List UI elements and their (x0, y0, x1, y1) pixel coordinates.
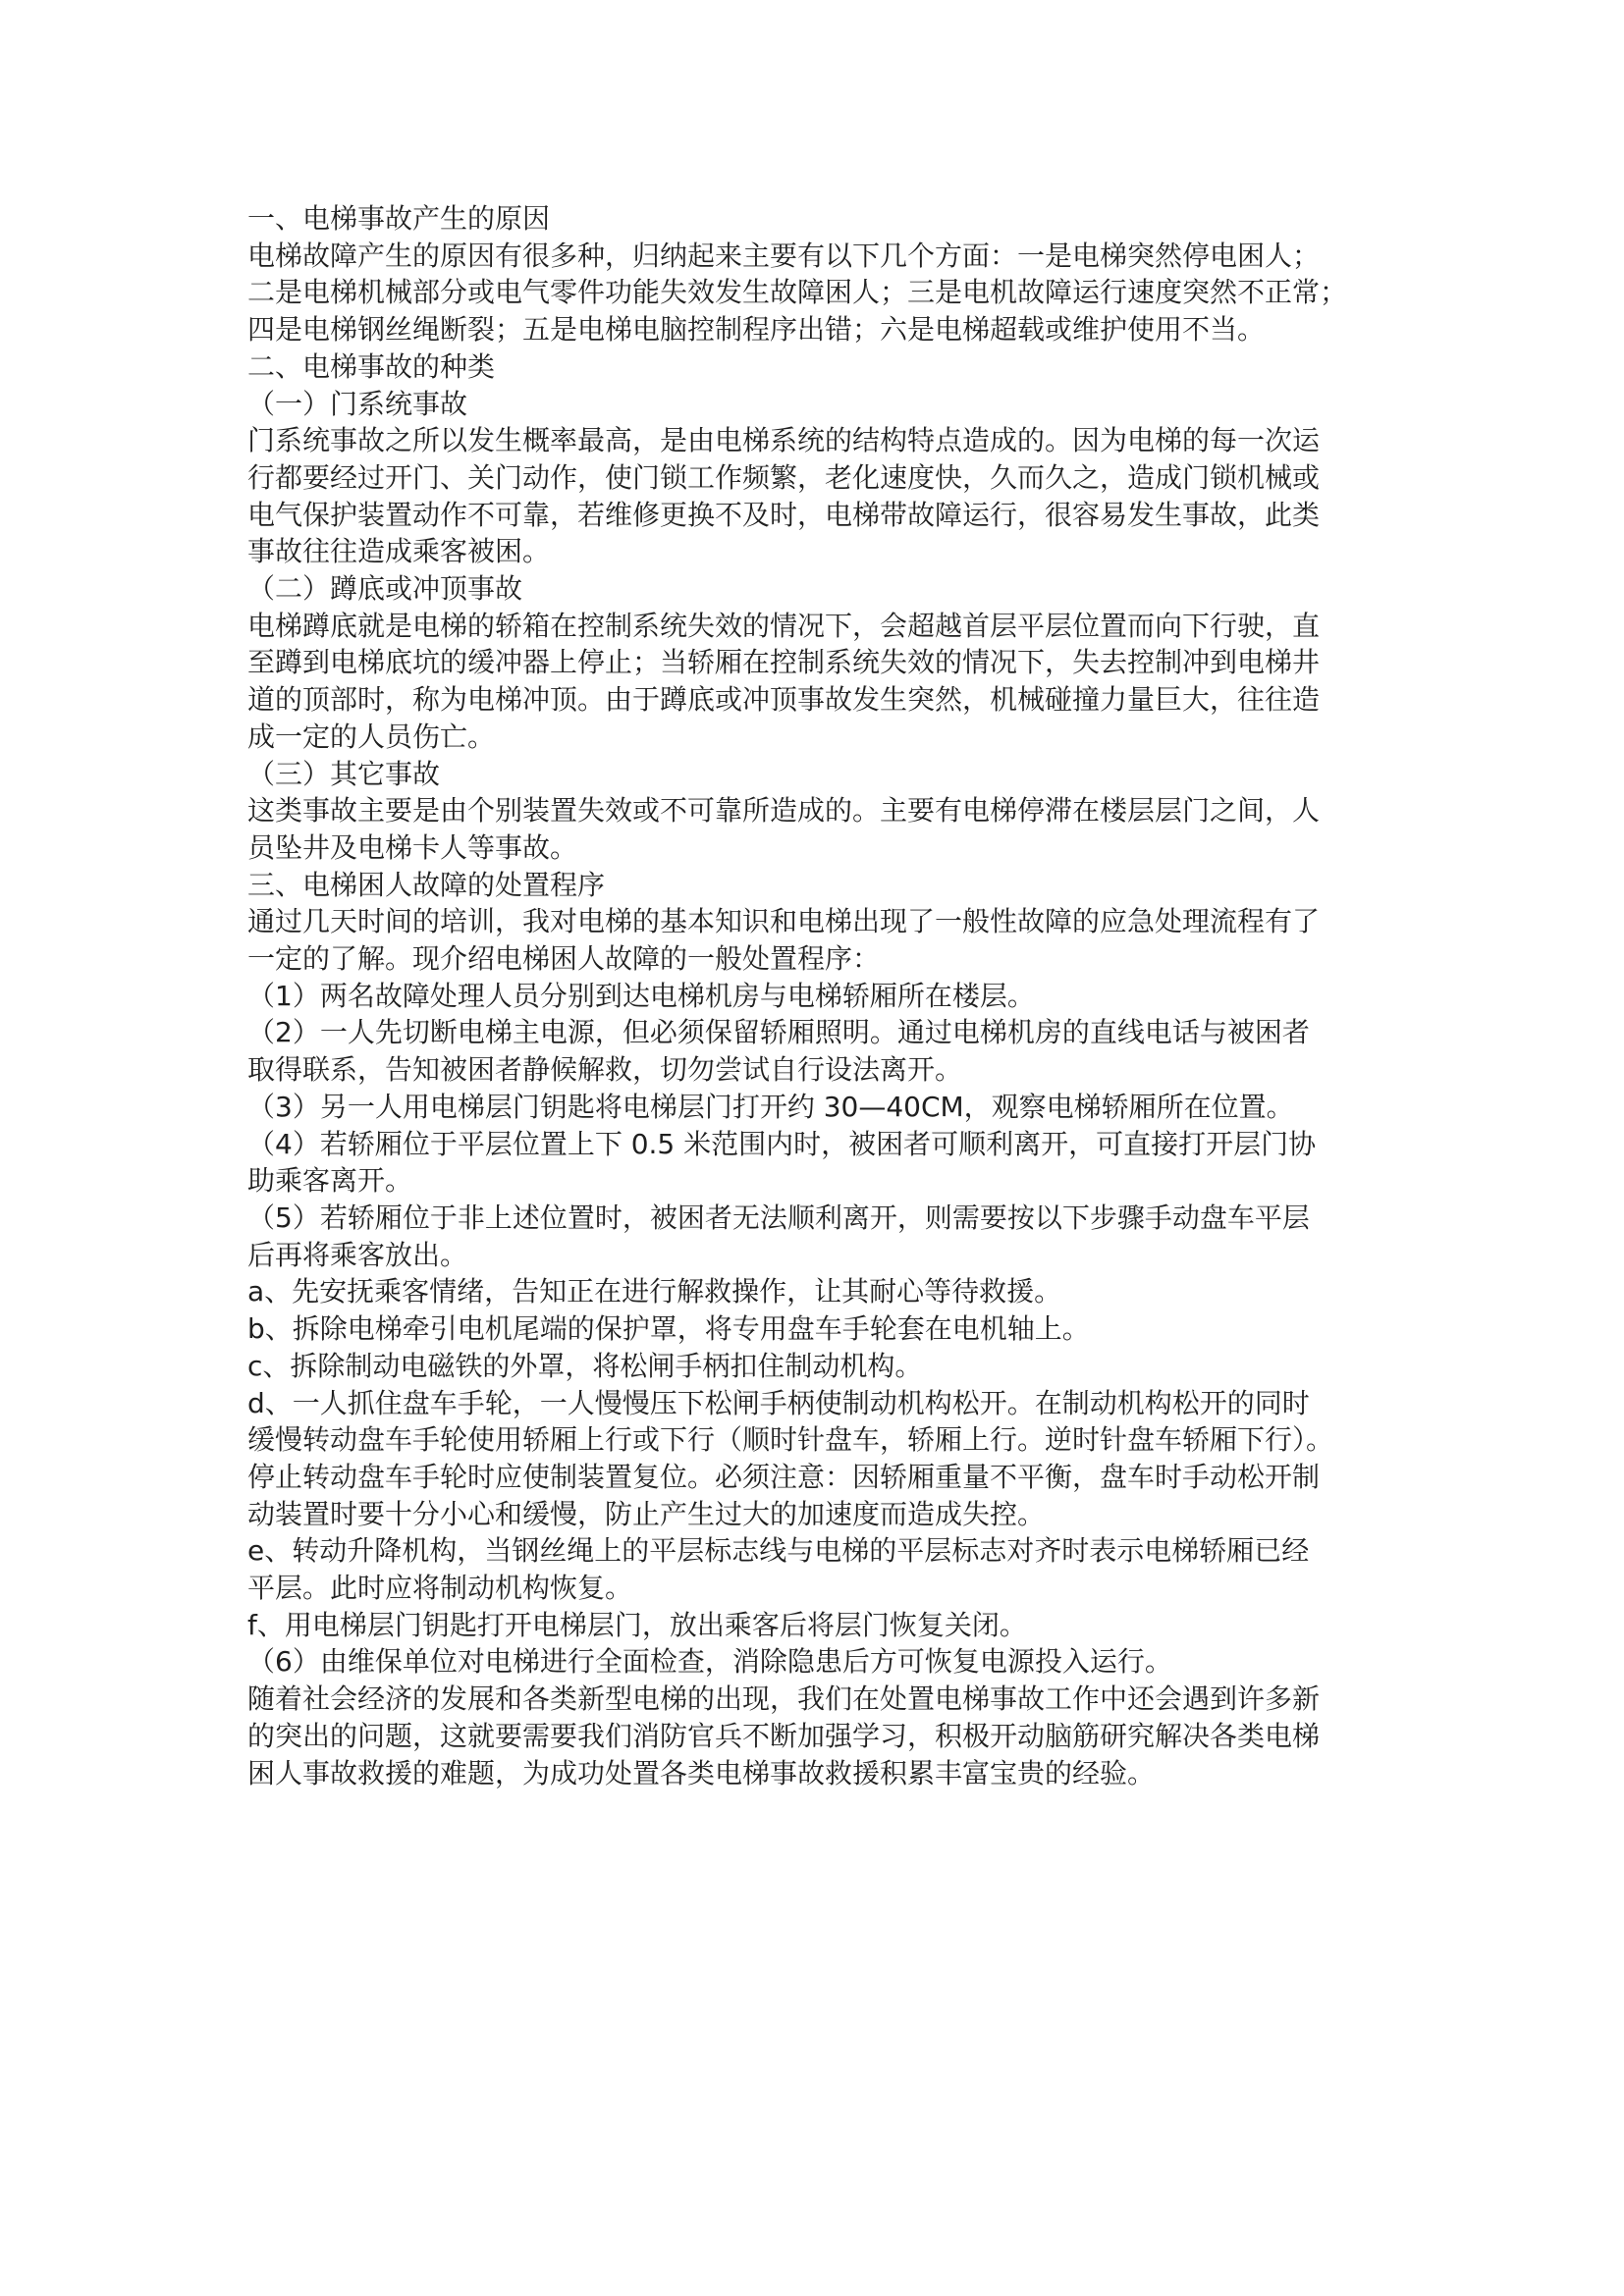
document-page (247, 200, 1386, 1791)
text-line: 四是电梯钢丝绳断裂；五是电梯电脑控制程序出错；六是电梯超载或维护使用不当。 (247, 313, 1266, 347)
text-line: 一定的了解。现介绍电梯困人故障的一般处置程序： (247, 942, 881, 976)
text-line: （2）一人先切断电梯主电源，但必须保留轿厢照明。通过电梯机房的直线电话与被困者 (247, 1016, 1310, 1049)
text-line: 至蹲到电梯底坑的缓冲器上停止；当轿厢在控制系统失效的情况下，失去控制冲到电梯井 (247, 646, 1321, 679)
text-line: 电梯故障产生的原因有很多种，归纳起来主要有以下几个方面：一是电梯突然停电困人； (247, 239, 1321, 272)
text-line: e、转动升降机构，当钢丝绳上的平层标志线与电梯的平层标志对齐时表示电梯轿厢已经 (247, 1534, 1310, 1568)
text-line: 行都要经过开门、关门动作，使门锁工作频繁，老化速度快，久而久之，造成门锁机械或 (247, 460, 1321, 494)
text-line: 平层。此时应将制动机构恢复。 (247, 1572, 633, 1605)
text-line: c、拆除制动电磁铁的外罩，将松闸手柄扣住制动机构。 (247, 1349, 923, 1382)
text-line: 缓慢转动盘车手轮使用轿厢上行或下行（顺时针盘车，轿厢上行。逆时针盘车轿厢下行）。 (247, 1423, 1334, 1457)
text-line: 道的顶部时，称为电梯冲顶。由于蹲底或冲顶事故发生突然，机械碰撞力量巨大，往往造 (247, 683, 1321, 717)
text-line: f、用电梯层门钥匙打开电梯层门，放出乘客后将层门恢复关闭。 (247, 1608, 1027, 1641)
text-line: 员坠井及电梯卡人等事故。 (247, 830, 578, 864)
text-line: 的突出的问题，这就要需要我们消防官兵不断加强学习，积极开动脑筋研究解决各类电梯 (247, 1719, 1321, 1752)
text-line: 停止转动盘车手轮时应使制装置复位。必须注意：因轿厢重量不平衡，盘车时手动松开制 (247, 1460, 1321, 1493)
text-line: 二、电梯事故的种类 (247, 349, 496, 383)
text-line: 这类事故主要是由个别装置失效或不可靠所造成的。主要有电梯停滞在楼层层门之间，人 (247, 794, 1321, 828)
text-line: b、拆除电梯牵引电机尾端的保护罩，将专用盘车手轮套在电机轴上。 (247, 1312, 1090, 1346)
text-line: 通过几天时间的培训，我对电梯的基本知识和电梯出现了一般性故障的应急处理流程有了 (247, 905, 1321, 938)
text-line: （5）若轿厢位于非上述位置时，被困者无法顺利离开，则需要按以下步骤手动盘车平层 (247, 1201, 1310, 1234)
text-line: 成一定的人员伤亡。 (247, 720, 496, 753)
text-line: 一、电梯事故产生的原因 (247, 202, 551, 235)
text-line: 事故往往造成乘客被困。 (247, 535, 551, 568)
text-line: （二）蹲底或冲顶事故 (247, 572, 523, 606)
text-line: 电气保护装置动作不可靠，若维修更换不及时，电梯带故障运行，很容易发生事故，此类 (247, 498, 1321, 531)
text-line: （一）门系统事故 (247, 387, 468, 420)
text-line: （6）由维保单位对电梯进行全面检查，消除隐患后方可恢复电源投入运行。 (247, 1645, 1172, 1679)
text-line: a、先安抚乘客情绪，告知正在进行解救操作，让其耐心等待救援。 (247, 1275, 1062, 1308)
text-line: （1）两名故障处理人员分别到达电梯机房与电梯轿厢所在楼层。 (247, 979, 1035, 1012)
text-line: （4）若轿厢位于平层位置上下 0.5 米范围内时，被困者可顺利离开，可直接打开层门协 (247, 1127, 1317, 1160)
text-line: 二是电梯机械部分或电气零件功能失效发生故障困人；三是电机故障运行速度突然不正常； (247, 276, 1348, 309)
text-line: 三、电梯困人故障的处置程序 (247, 868, 606, 901)
text-line: 电梯蹲底就是电梯的轿箱在控制系统失效的情况下，会超越首层平层位置而向下行驶，直 (247, 609, 1321, 642)
text-line: 后再将乘客放出。 (247, 1238, 468, 1271)
text-line: 困人事故救援的难题，为成功处置各类电梯事故救援积累丰富宝贵的经验。 (247, 1756, 1156, 1789)
text-line: d、一人抓住盘车手轮，一人慢慢压下松闸手柄使制动机构松开。在制动机构松开的同时 (247, 1386, 1310, 1419)
text-line: （三）其它事故 (247, 757, 441, 790)
text-line: 助乘客离开。 (247, 1164, 413, 1198)
text-line: 随着社会经济的发展和各类新型电梯的出现，我们在处置电梯事故工作中还会遇到许多新 (247, 1682, 1321, 1716)
text-line: 动装置时要十分小心和缓慢，防止产生过大的加速度而造成失控。 (247, 1497, 1046, 1530)
text-line: （3）另一人用电梯层门钥匙将电梯层门打开约 30—40CM，观察电梯轿厢所在位置。 (247, 1090, 1294, 1123)
text-line: 取得联系，告知被困者静候解救，切勿尝试自行设法离开。 (247, 1053, 963, 1087)
text-line: 门系统事故之所以发生概率最高，是由电梯系统的结构特点造成的。因为电梯的每一次运 (247, 424, 1321, 457)
